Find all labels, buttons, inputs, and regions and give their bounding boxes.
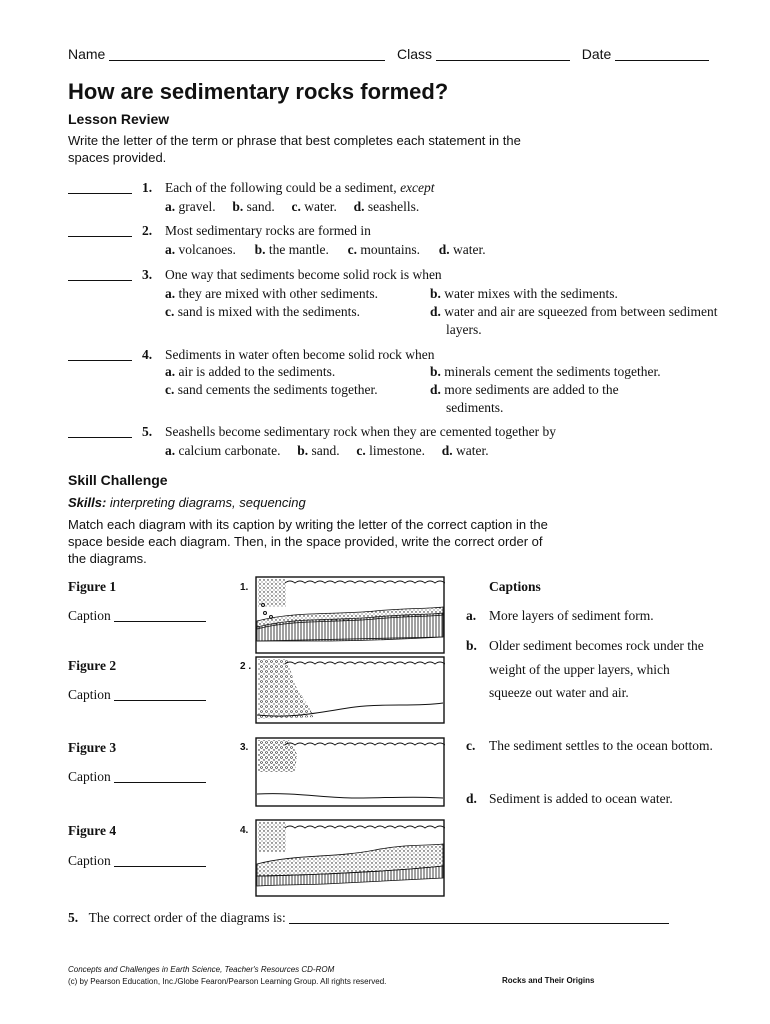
- diagram-2-illustration: [255, 655, 445, 725]
- lesson-review-instructions: Write the letter of the term or phrase that best completes each statement in the spaces provided.: [68, 133, 521, 165]
- question-option: a. they are mixed with other sediments.: [165, 286, 378, 301]
- name-label: Name: [68, 46, 106, 62]
- question-options-2: a. volcanoes. b. the mantle. c. mountains. d. water.: [165, 242, 486, 257]
- question-stem-1: Each of the following could be a sediment, except: [165, 180, 435, 195]
- question-option: d. water and air are squeezed from between sediment layers.: [430, 304, 718, 337]
- question-number: 2.: [142, 223, 153, 238]
- question-number: 1.: [142, 180, 153, 195]
- question-option: a. air is added to the sediments.: [165, 364, 336, 379]
- caption-d: d. Sediment is added to ocean water.: [466, 791, 673, 806]
- order-answer-field[interactable]: [289, 911, 669, 924]
- answer-blank-4[interactable]: [68, 348, 132, 361]
- diagram-3-illustration: [255, 736, 445, 808]
- emphasis-text: except: [400, 180, 435, 195]
- class-label: Class: [397, 46, 433, 62]
- name-field[interactable]: [109, 48, 385, 61]
- figure-3-label: Figure 3: [68, 740, 117, 755]
- figure-2-caption-field[interactable]: Caption: [68, 687, 206, 703]
- header-fields: [68, 46, 709, 62]
- question-options-5: a. calcium carbonate. b. sand. c. limestone. d. water.: [165, 443, 489, 458]
- question-stem-2: Most sedimentary rocks are formed in: [165, 223, 371, 238]
- footer-credits: [68, 964, 386, 988]
- figure-1-label: Figure 1: [68, 579, 117, 594]
- order-question: 5. The correct order of the diagrams is:: [68, 910, 669, 926]
- class-field[interactable]: [436, 48, 570, 61]
- question-option: c. sand cements the sediments together.: [165, 382, 378, 397]
- lesson-review-heading: Lesson Review: [68, 111, 170, 127]
- skill-challenge-heading: Skill Challenge: [68, 472, 168, 488]
- question-option: b. water mixes with the sediments.: [430, 286, 618, 301]
- date-label: Date: [581, 46, 612, 62]
- question-options-1: a. gravel. b. sand. c. water. d. seashells.: [165, 199, 420, 214]
- figure-3-caption-field[interactable]: Caption: [68, 769, 206, 785]
- date-field[interactable]: [615, 48, 709, 61]
- skills-line: Skills: interpreting diagrams, sequencing: [68, 495, 306, 510]
- caption-b: b. Older sediment becomes rock under the weight of the upper layers, which squeeze out water and air.: [466, 638, 704, 700]
- question-number: 4.: [142, 347, 153, 362]
- caption-a: a. More layers of sediment form.: [466, 608, 654, 623]
- figure-1-caption-field[interactable]: Caption: [68, 608, 206, 624]
- figure-2-label: Figure 2: [68, 658, 117, 673]
- footer-chapter: Rocks and Their Origins: [502, 976, 595, 985]
- answer-blank-2[interactable]: [68, 224, 132, 237]
- question-option: d. more sediments are added to the sediments.: [430, 382, 619, 415]
- diagram-4-illustration: [255, 818, 445, 898]
- diagram-2-number: 2 .: [240, 661, 252, 672]
- answer-blank-5[interactable]: [68, 425, 132, 438]
- footer-line-2: (c) by Pearson Education, Inc./Globe Fearon/Pearson Learning Group. All rights reserved.: [68, 977, 387, 986]
- skill-challenge-instructions: Match each diagram with its caption by writing the letter of the correct caption in the space beside each diagram. Then, in the space provided, write the correct order of the diagrams.: [68, 517, 548, 566]
- question-number: 3.: [142, 267, 153, 282]
- question-option: b. minerals cement the sediments together.: [430, 364, 661, 379]
- caption-c: c. The sediment settles to the ocean bottom.: [466, 738, 713, 753]
- answer-blank-1[interactable]: [68, 181, 132, 194]
- figure-4-label: Figure 4: [68, 823, 117, 838]
- diagram-1-illustration: [255, 575, 445, 655]
- question-option: c. sand is mixed with the sediments.: [165, 304, 360, 319]
- diagram-4-number: 4.: [240, 825, 249, 836]
- question-stem-4: Sediments in water often become solid rock when: [165, 347, 435, 362]
- figure-4-caption-field[interactable]: Caption: [68, 853, 206, 869]
- footer-line-1: Concepts and Challenges in Earth Science, Teacher's Resources CD-ROM: [68, 965, 335, 974]
- diagram-3-number: 3.: [240, 742, 249, 753]
- question-number: 5.: [142, 424, 153, 439]
- diagram-1-number: 1.: [240, 582, 249, 593]
- question-stem-3: One way that sediments become solid rock is when: [165, 267, 442, 282]
- captions-title: Captions: [489, 579, 541, 594]
- answer-blank-3[interactable]: [68, 268, 132, 281]
- page-title: How are sedimentary rocks formed?: [68, 79, 449, 104]
- question-stem-5: Seashells become sedimentary rock when they are cemented together by: [165, 424, 556, 439]
